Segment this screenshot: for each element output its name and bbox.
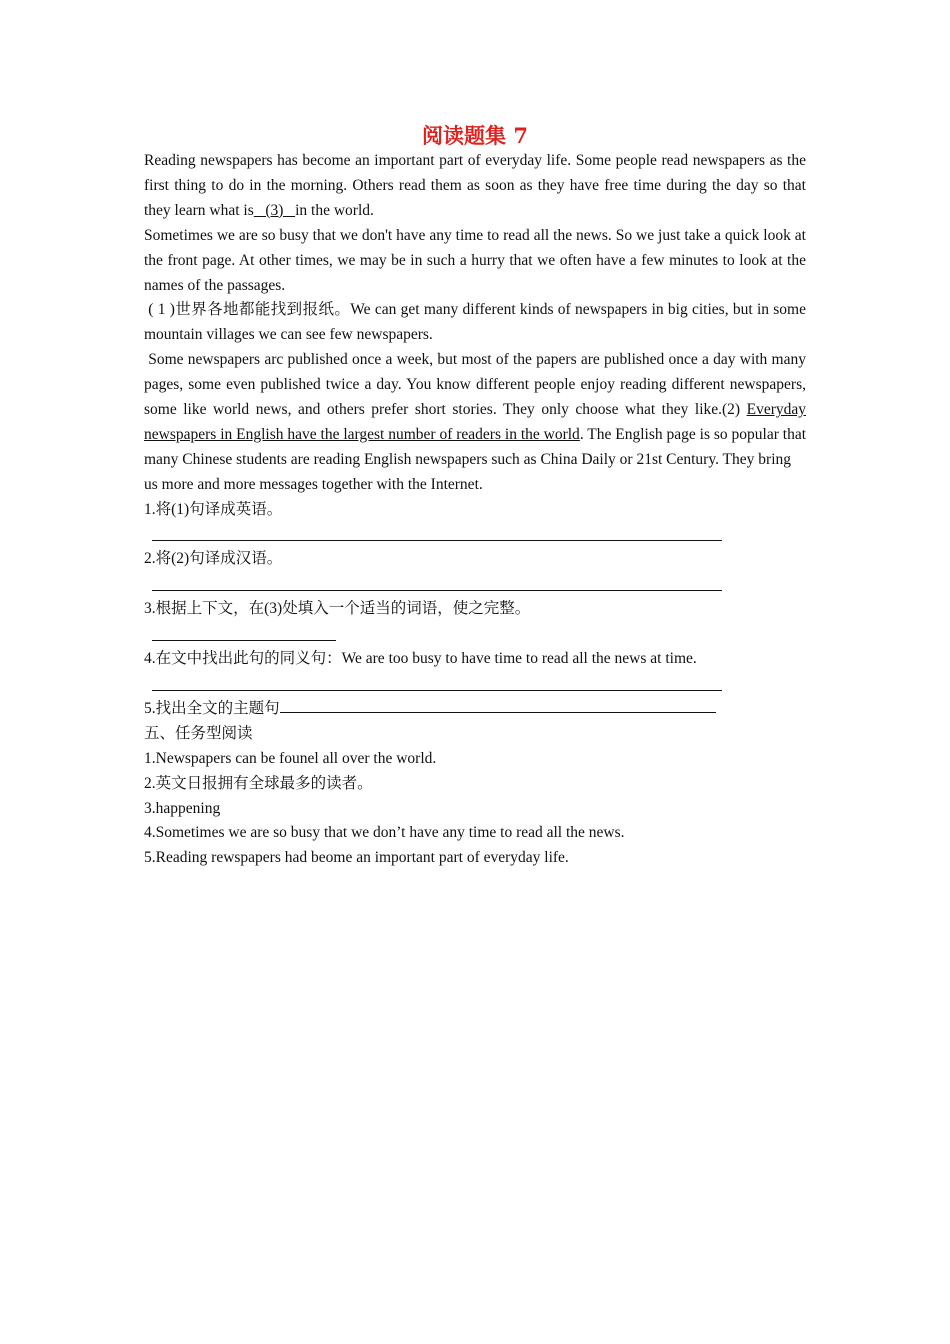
- question-3: 3.根据上下文，在(3)处填入一个适当的词语，使之完整。: [144, 600, 531, 618]
- question-1: 1.将(1)句译成英语。: [144, 500, 283, 518]
- answer-2: 2.英文日报拥有全球最多的读者。: [144, 774, 373, 792]
- answer-4: 4.Sometimes we are so busy that we don’t have any time to read all the news.: [144, 824, 625, 842]
- passage-paragraph-3: ( 1 )世界各地都能找到报纸。We can get many different kinds of newspapers in big cities, but in some mountain villages we can see few newspapers.: [144, 301, 806, 344]
- question-5-text: 5.找出全文的主题句: [144, 699, 280, 717]
- answers-heading: 五、任务型阅读: [144, 724, 253, 742]
- question-5: [144, 697, 806, 722]
- answer-line-2[interactable]: [144, 572, 806, 597]
- answer-line-5[interactable]: [280, 698, 716, 713]
- page-title: 阅读题集 7: [422, 123, 528, 148]
- question-2: 2.将(2)句译成汉语。: [144, 550, 283, 568]
- passage-paragraph-1: [144, 149, 806, 224]
- p4-text-end: . The English page is so popular that many Chinese students are reading English newspapers such as China Daily or 21st Century. They bring: [144, 425, 806, 468]
- p1-text-end: in the world.: [295, 201, 374, 219]
- p1-text: Reading newspapers has become an important part of everyday life. Some people read newspapers as the first thing to do in the morning. Others read them as soon as they have free time during the day so that they learn what is: [144, 152, 806, 219]
- passage-paragraph-2: Sometimes we are so busy that we don't have any time to read all the news. So we just take a quick look at the front page. At other times, we may be in such a hurry that we often have a few minutes to look at the names of the passages.: [144, 226, 806, 294]
- underlined-sentence-2: Everyday newspapers in English have the largest number of readers in the world: [144, 401, 806, 443]
- answer-3: 3.happening: [144, 799, 221, 817]
- passage-paragraph-4: [144, 348, 806, 473]
- answer-5: 5.Reading rewspapers had beome an important part of everyday life.: [144, 849, 569, 867]
- passage-paragraph-5: us more and more messages together with the Internet.: [144, 475, 483, 493]
- blank-3: (3): [253, 201, 296, 219]
- document-page: [144, 122, 806, 871]
- answer-1: 1.Newspapers can be founel all over the world.: [144, 749, 437, 767]
- answer-line-1[interactable]: [144, 523, 806, 548]
- p4-text: Some newspapers arc published once a week, but most of the papers are published once a day with many pages, some even published twice a day. You know different people enjoy reading different newspapers, some like world news, and others prefer short stories. They only choose what they like.(2): [144, 351, 806, 419]
- answer-line-4[interactable]: [144, 672, 806, 697]
- question-4: 4.在文中找出此句的同义句：We are too busy to have time to read all the news at time.: [144, 650, 697, 668]
- answer-line-3[interactable]: [144, 622, 806, 647]
